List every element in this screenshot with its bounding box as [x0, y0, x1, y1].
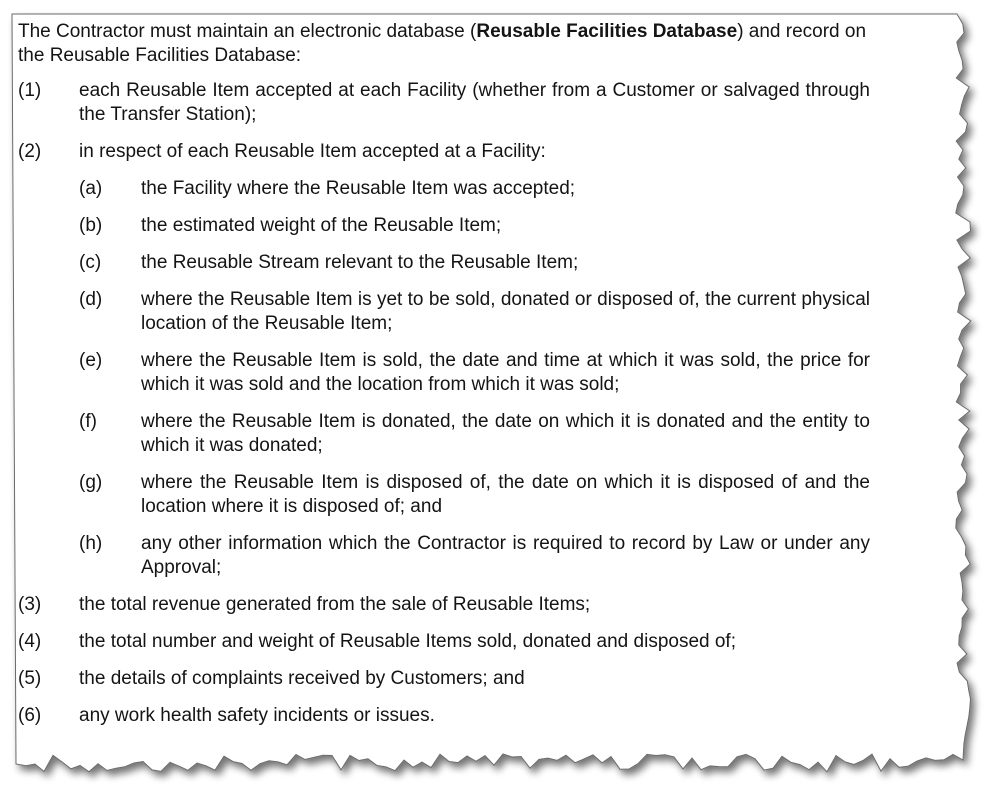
sub-list-item [18, 214, 870, 238]
sub-item-text: where the Reusable Item is sold, the date and time at which it was sold, the price for which it was sold and the location from which it was sold; [141, 350, 870, 395]
item-number: (5) [18, 668, 42, 689]
intro-text-start: The Contractor must maintain an electronic database ( [18, 21, 477, 42]
sub-item-text: any other information which the Contractor is required to record by Law or under any Approval; [141, 533, 870, 578]
sub-item-text: where the Reusable Item is yet to be sold, donated or disposed of, the current physical location of the Reusable Item; [141, 289, 870, 334]
intro-bold-term: Reusable Facilities Database [476, 21, 738, 42]
sub-list-item [18, 177, 870, 201]
sub-item-letter: (e) [79, 350, 103, 371]
list-item [18, 704, 870, 728]
item-number: (4) [18, 631, 42, 652]
sub-item-letter: (b) [79, 215, 103, 236]
item-number: (6) [18, 705, 42, 726]
sub-item-text: where the Reusable Item is donated, the date on which it is donated and the entity to which it was donated; [141, 411, 870, 456]
sub-list-item [18, 349, 870, 397]
list-item [18, 79, 870, 127]
item-text: in respect of each Reusable Item accepted at a Facility: [79, 141, 546, 162]
sub-list-item [18, 532, 870, 580]
sub-item-letter: (a) [79, 178, 103, 199]
sub-item-letter: (f) [79, 411, 97, 432]
sub-list-item [18, 410, 870, 458]
sub-item-letter: (h) [79, 533, 103, 554]
sub-item-text: the Facility where the Reusable Item was accepted; [141, 178, 576, 199]
list-item [18, 140, 870, 164]
sub-item-letter: (c) [79, 252, 102, 273]
intro-text-end: ) and record on the Reusable Facilities Database: [18, 21, 867, 66]
sub-list-item [18, 471, 870, 519]
sub-item-letter: (d) [79, 289, 103, 310]
list-item [18, 630, 870, 654]
item-text: each Reusable Item accepted at each Facility (whether from a Customer or salvaged through the Transfer Station); [79, 80, 870, 125]
list-item [18, 667, 870, 691]
sub-item-text: where the Reusable Item is disposed of, the date on which it is disposed of and the location where it is disposed of; and [141, 472, 870, 517]
sub-list-item [18, 288, 870, 336]
item-number: (2) [18, 141, 42, 162]
sub-item-text: the estimated weight of the Reusable Item; [141, 215, 502, 236]
intro-paragraph [18, 20, 870, 68]
item-number: (1) [18, 80, 42, 101]
item-text: the total number and weight of Reusable Items sold, donated and disposed of; [79, 631, 736, 652]
sub-item-text: the Reusable Stream relevant to the Reusable Item; [141, 252, 579, 273]
sub-list-item [18, 251, 870, 275]
item-number: (3) [18, 594, 42, 615]
sub-item-letter: (g) [79, 472, 103, 493]
document-body [18, 20, 870, 741]
list-item [18, 593, 870, 617]
item-text: the total revenue generated from the sale of Reusable Items; [79, 594, 591, 615]
item-text: the details of complaints received by Customers; and [79, 668, 525, 689]
item-text: any work health safety incidents or issues. [79, 705, 435, 726]
